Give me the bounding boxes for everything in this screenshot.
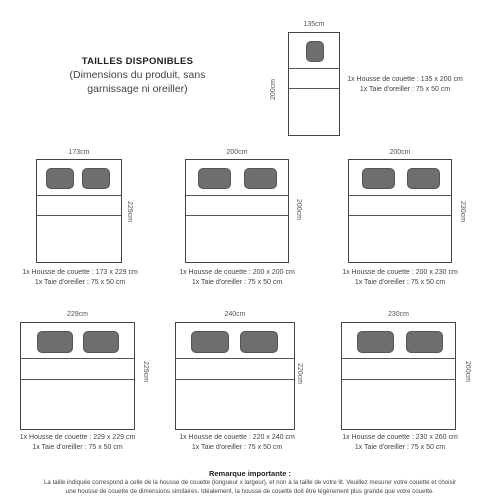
pillow-spec: 1x Taie d'oreiller : 75 x 50 cm (191, 444, 283, 451)
duvet-fold (185, 195, 289, 216)
size-caption (320, 433, 480, 453)
duvet-spec: 1x Housse de couette : 173 x 229 cm (22, 269, 138, 276)
pillow-shape (83, 331, 119, 353)
height-label: 220cm (296, 363, 303, 385)
pillow-shape (357, 331, 394, 353)
duvet-spec: 1x Housse de couette : 229 x 229 cm (19, 434, 136, 441)
pillow-spec: 1x Taie d'oreiller : 75 x 50 cm (32, 444, 123, 451)
height-label: 230cm (459, 201, 466, 223)
page-title: TAILLES DISPONIBLES (81, 56, 194, 67)
pillow-shape (37, 331, 73, 353)
pillow-shape (191, 331, 229, 353)
height-label: 229cm (142, 361, 149, 383)
remark-text (8, 479, 492, 496)
duvet-spec: 1x Housse de couette : 135 x 200 cm (347, 76, 463, 83)
pillow-shape (306, 41, 324, 62)
duvet-fold (36, 195, 122, 216)
page-subtitle (20, 68, 255, 96)
remark-title: Remarque importante : (208, 469, 292, 478)
size-caption (0, 268, 160, 288)
duvet-spec: 1x Housse de couette : 230 x 260 cm (342, 434, 458, 441)
size-caption (157, 433, 317, 453)
pillow-spec: 1x Taie d'oreiller : 75 x 50 cm (359, 86, 451, 93)
pillow-spec: 1x Taie d'oreiller : 75 x 50 cm (354, 279, 446, 286)
pillow-shape (82, 168, 110, 189)
width-label: 229cm (66, 311, 88, 318)
width-label: 230cm (387, 311, 409, 318)
remark-line-2: une housse de couette de dimensions similaires. Idéalement, la housse de couette doit être légèrement plus grande que votre couette. (65, 487, 435, 495)
duvet-spec: 1x Housse de couette : 200 x 200 cm (179, 269, 295, 276)
height-label: 200cm (270, 78, 277, 100)
pillow-shape (407, 168, 440, 189)
pillow-spec: 1x Taie d'oreiller : 75 x 50 cm (354, 444, 446, 451)
size-caption (320, 268, 480, 288)
duvet-spec: 1x Housse de couette : 200 x 230 cm (342, 269, 458, 276)
duvet-spec: 1x Housse de couette : 220 x 240 cm (179, 434, 295, 441)
pillow-shape (46, 168, 74, 189)
duvet-fold (348, 195, 452, 216)
duvet-fold (341, 358, 456, 380)
subtitle-line-1: (Dimensions du produit, sans (69, 69, 206, 81)
size-caption (0, 433, 155, 453)
pillow-shape (362, 168, 395, 189)
size-caption (157, 268, 317, 288)
width-label: 173cm (68, 149, 90, 156)
remark-line-1: La taille indiquée correspond à celle de la housse de couette (longueur x largeur), et non à la taille de votre lit. Veuillez mesurer votre couette et choisir (43, 479, 457, 486)
height-label: 229cm (126, 201, 133, 223)
width-label: 135cm (303, 21, 325, 28)
width-label: 200cm (389, 149, 411, 156)
pillow-shape (240, 331, 278, 353)
pillow-spec: 1x Taie d'oreiller : 75 x 50 cm (34, 279, 126, 286)
width-label: 240cm (224, 311, 246, 318)
pillow-shape (406, 331, 443, 353)
duvet-fold (20, 358, 135, 380)
size-caption (335, 75, 475, 95)
height-label: 260cm (464, 361, 471, 383)
pillow-shape (244, 168, 277, 189)
duvet-fold (175, 358, 295, 380)
width-label: 200cm (226, 149, 248, 156)
pillow-shape (198, 168, 231, 189)
height-label: 200cm (295, 199, 302, 221)
pillow-spec: 1x Taie d'oreiller : 75 x 50 cm (191, 279, 283, 286)
duvet-fold (288, 68, 340, 89)
subtitle-line-2: garnissage ni oreiller) (87, 83, 188, 95)
